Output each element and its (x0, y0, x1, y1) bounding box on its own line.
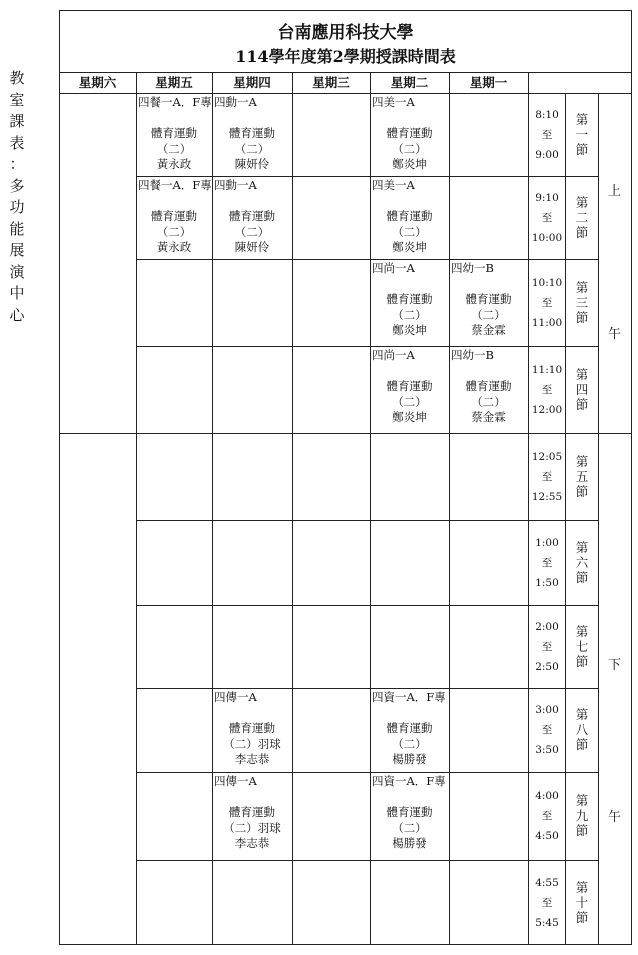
column-line (598, 93, 599, 945)
period-time (528, 360, 566, 420)
period-name (574, 793, 590, 838)
period-name (574, 880, 590, 925)
class-name: 四餐一A．F專 (138, 95, 212, 109)
side-label-char: 演 (9, 262, 25, 281)
time-end: 11:00 (531, 316, 563, 329)
class-name: 四傳一A (214, 690, 257, 704)
half-day-label: 下 (608, 658, 622, 673)
time-to: 至 (541, 211, 553, 224)
timetable-title (59, 10, 632, 72)
course-name: （二） (392, 224, 427, 239)
course-name: （二）羽球 (223, 736, 281, 751)
course-name: 體育運動 (386, 805, 433, 819)
school-name: 台南應用科技大學 (277, 23, 414, 43)
day-header: 星期六 (78, 75, 117, 90)
class-name: 四幼一B (451, 348, 494, 362)
period-name-char: 第 (575, 879, 589, 895)
time-end: 9:00 (535, 148, 559, 161)
period-name (574, 112, 590, 157)
row-line (136, 688, 598, 689)
course-name: 體育運動 (465, 292, 512, 306)
time-start: 8:10 (535, 108, 559, 121)
side-label-char: 表 (9, 133, 25, 152)
period-name-char: 節 (575, 483, 589, 499)
row-line (136, 772, 598, 773)
period-name-char: 十 (575, 894, 589, 910)
period-name-char: 節 (575, 823, 589, 838)
time-to: 至 (541, 383, 553, 396)
course-info (212, 126, 292, 173)
day-header: 星期三 (312, 75, 350, 90)
teacher-name: 陳妍伶 (234, 157, 270, 171)
class-cell (449, 261, 528, 346)
teacher-name: 李志恭 (234, 836, 270, 850)
class-name: 四資一A．F專 (372, 774, 446, 788)
column-line (449, 72, 450, 945)
class-cell (212, 95, 292, 176)
course-info (370, 292, 449, 339)
time-end: 3:50 (535, 744, 559, 756)
half-day-label: 上 (608, 184, 622, 199)
course-name: 體育運動 (229, 721, 275, 735)
course-name: （二） (471, 394, 506, 409)
side-label-char: 心 (9, 305, 25, 324)
course-name: 體育運動 (151, 209, 197, 223)
time-start: 2:00 (535, 620, 559, 633)
period-time (528, 533, 566, 593)
teacher-name: 鄭炎坤 (392, 240, 427, 254)
course-name: 體育運動 (151, 126, 197, 140)
day-header: 星期二 (390, 75, 429, 90)
period-name-char: 七 (575, 638, 589, 654)
class-name: 四傳一A (214, 774, 257, 788)
time-to: 至 (541, 896, 553, 909)
teacher-name: 蔡金霖 (471, 323, 506, 337)
time-end: 1:50 (535, 576, 559, 589)
class-name: 四美一A (372, 178, 415, 192)
course-name: （二） (471, 307, 506, 322)
side-label-char: ： (9, 155, 25, 173)
class-cell (370, 95, 449, 176)
time-to: 至 (541, 724, 553, 736)
class-cell (136, 95, 212, 176)
time-start: 1:00 (535, 536, 559, 549)
course-info (370, 721, 449, 768)
course-info (136, 126, 212, 173)
course-info (212, 721, 292, 768)
course-name: （二） (156, 141, 192, 156)
class-cell (212, 690, 292, 772)
day-header: 星期五 (155, 75, 193, 90)
teacher-name: 黃永政 (156, 157, 192, 171)
half-day-label: 午 (608, 327, 622, 342)
period-name (574, 624, 590, 669)
class-name: 四尚一A (372, 348, 415, 362)
course-name: （二）羽球 (223, 820, 281, 835)
class-cell (136, 178, 212, 259)
teacher-name: 鄭炎坤 (392, 323, 427, 337)
half-day-label: 午 (608, 810, 622, 825)
period-name-char: 第 (575, 366, 589, 382)
course-info (370, 379, 449, 426)
course-info (449, 292, 528, 339)
time-to: 至 (541, 640, 553, 653)
side-label-char: 室 (9, 90, 25, 109)
period-name-char: 第 (575, 623, 589, 639)
period-name-char: 四 (575, 381, 589, 397)
course-name: （二） (392, 307, 427, 322)
period-name-char: 節 (575, 224, 589, 240)
period-time (528, 617, 566, 677)
course-name: 體育運動 (229, 209, 275, 223)
course-name: 體育運動 (229, 126, 275, 140)
time-start: 4:00 (535, 790, 559, 802)
period-name (574, 367, 590, 412)
period-name-char: 節 (575, 141, 589, 157)
course-name: 體育運動 (386, 379, 433, 393)
time-to: 至 (541, 296, 553, 309)
time-to: 至 (541, 128, 553, 141)
time-start: 9:10 (535, 191, 559, 204)
period-time (528, 786, 566, 846)
course-name: （二） (234, 224, 270, 239)
class-name: 四尚一A (372, 261, 415, 275)
course-info (370, 805, 449, 852)
teacher-name: 黃永政 (156, 240, 192, 254)
time-start: 3:00 (535, 704, 559, 716)
course-info (449, 379, 528, 426)
day-header: 星期四 (233, 75, 271, 90)
period-name-char: 第 (575, 453, 589, 469)
row-line (136, 176, 598, 177)
course-name: 體育運動 (465, 379, 512, 393)
period-name-char: 第 (575, 194, 589, 210)
side-label-char: 課 (9, 112, 25, 130)
period-name-char: 第 (575, 279, 589, 295)
class-cell (449, 348, 528, 433)
course-name: （二） (156, 224, 192, 239)
period-name-char: 節 (575, 737, 589, 752)
row-line (136, 259, 598, 260)
period-name (574, 195, 590, 240)
time-end: 10:00 (531, 231, 563, 244)
row-line (136, 605, 598, 606)
class-name: 四動一A (214, 178, 257, 192)
classroom-label (6, 68, 28, 326)
course-name: （二） (392, 820, 427, 835)
row-line (136, 860, 598, 861)
course-info (370, 209, 449, 256)
course-name: 體育運動 (386, 209, 433, 223)
class-cell (370, 261, 449, 346)
period-name-char: 三 (575, 294, 589, 310)
period-name-char: 第 (575, 539, 589, 555)
class-cell (370, 178, 449, 259)
period-name-char: 五 (575, 468, 589, 484)
time-end: 12:00 (531, 403, 563, 416)
period-name-char: 節 (575, 396, 589, 412)
side-label-char: 功 (9, 198, 25, 216)
period-name (574, 454, 590, 499)
class-name: 四幼一B (451, 261, 494, 275)
class-name: 四資一A．F專 (372, 690, 446, 704)
period-name-char: 二 (575, 209, 589, 225)
teacher-name: 楊勝發 (392, 836, 427, 850)
teacher-name: 李志恭 (234, 752, 270, 766)
term-title: 114學年度第2學期授課時間表 (235, 47, 456, 66)
column-line (292, 72, 293, 945)
period-name (574, 540, 590, 585)
time-end: 5:45 (535, 916, 559, 929)
class-cell (370, 690, 449, 772)
period-name-char: 九 (575, 808, 589, 823)
time-to: 至 (541, 470, 553, 483)
course-name: 體育運動 (386, 721, 433, 735)
period-time (528, 105, 566, 165)
class-cell (212, 774, 292, 860)
course-name: （二） (392, 394, 427, 409)
course-info (212, 209, 292, 256)
row-line (136, 520, 598, 521)
time-start: 12:05 (531, 450, 563, 463)
period-name-char: 第 (575, 793, 589, 808)
period-name (574, 707, 590, 752)
course-info (212, 805, 292, 852)
header-bottom-line (59, 93, 632, 94)
course-info (370, 126, 449, 173)
teacher-name: 鄭炎坤 (392, 410, 427, 424)
time-start: 4:55 (535, 876, 559, 889)
period-name-char: 第 (575, 111, 589, 127)
period-time (528, 273, 566, 333)
course-name: 體育運動 (386, 126, 433, 140)
period-name-char: 節 (575, 309, 589, 325)
class-name: 四餐一A．F專 (138, 178, 212, 192)
period-name-char: 一 (575, 126, 589, 142)
period-time (528, 447, 566, 507)
period-time (528, 873, 566, 933)
period-name (574, 280, 590, 325)
day-header: 星期一 (469, 75, 508, 90)
class-cell (370, 348, 449, 433)
course-name: （二） (392, 141, 427, 156)
row-line (59, 433, 632, 434)
course-name: 體育運動 (229, 805, 275, 819)
course-name: 體育運動 (386, 292, 433, 306)
side-label-char: 中 (9, 284, 25, 302)
teacher-name: 鄭炎坤 (392, 157, 427, 171)
course-info (136, 209, 212, 256)
side-label-char: 展 (9, 241, 25, 259)
row-line (136, 346, 598, 347)
class-name: 四動一A (214, 95, 257, 109)
time-to: 至 (541, 556, 553, 569)
time-to: 至 (541, 810, 553, 822)
side-label-char: 能 (9, 219, 25, 238)
time-end: 4:50 (535, 830, 559, 842)
side-label-char: 教 (9, 69, 25, 87)
teacher-name: 蔡金霖 (471, 410, 506, 424)
time-end: 12:55 (531, 490, 563, 503)
class-cell (370, 774, 449, 860)
time-end: 2:50 (535, 660, 559, 673)
class-cell (212, 178, 292, 259)
time-start: 10:10 (531, 276, 563, 289)
period-name-char: 節 (575, 569, 589, 585)
period-name-char: 六 (575, 554, 589, 570)
course-name: （二） (392, 736, 427, 751)
period-name-char: 第 (575, 707, 589, 722)
teacher-name: 陳妍伶 (234, 240, 270, 254)
period-time (528, 700, 566, 760)
teacher-name: 楊勝發 (392, 752, 427, 766)
class-name: 四美一A (372, 95, 415, 109)
period-name-char: 八 (575, 722, 589, 737)
period-name-char: 節 (575, 909, 589, 925)
course-name: （二） (234, 141, 270, 156)
period-name-char: 節 (575, 653, 589, 669)
side-label-char: 多 (9, 176, 25, 195)
time-start: 11:10 (531, 363, 563, 376)
period-time (528, 188, 566, 248)
